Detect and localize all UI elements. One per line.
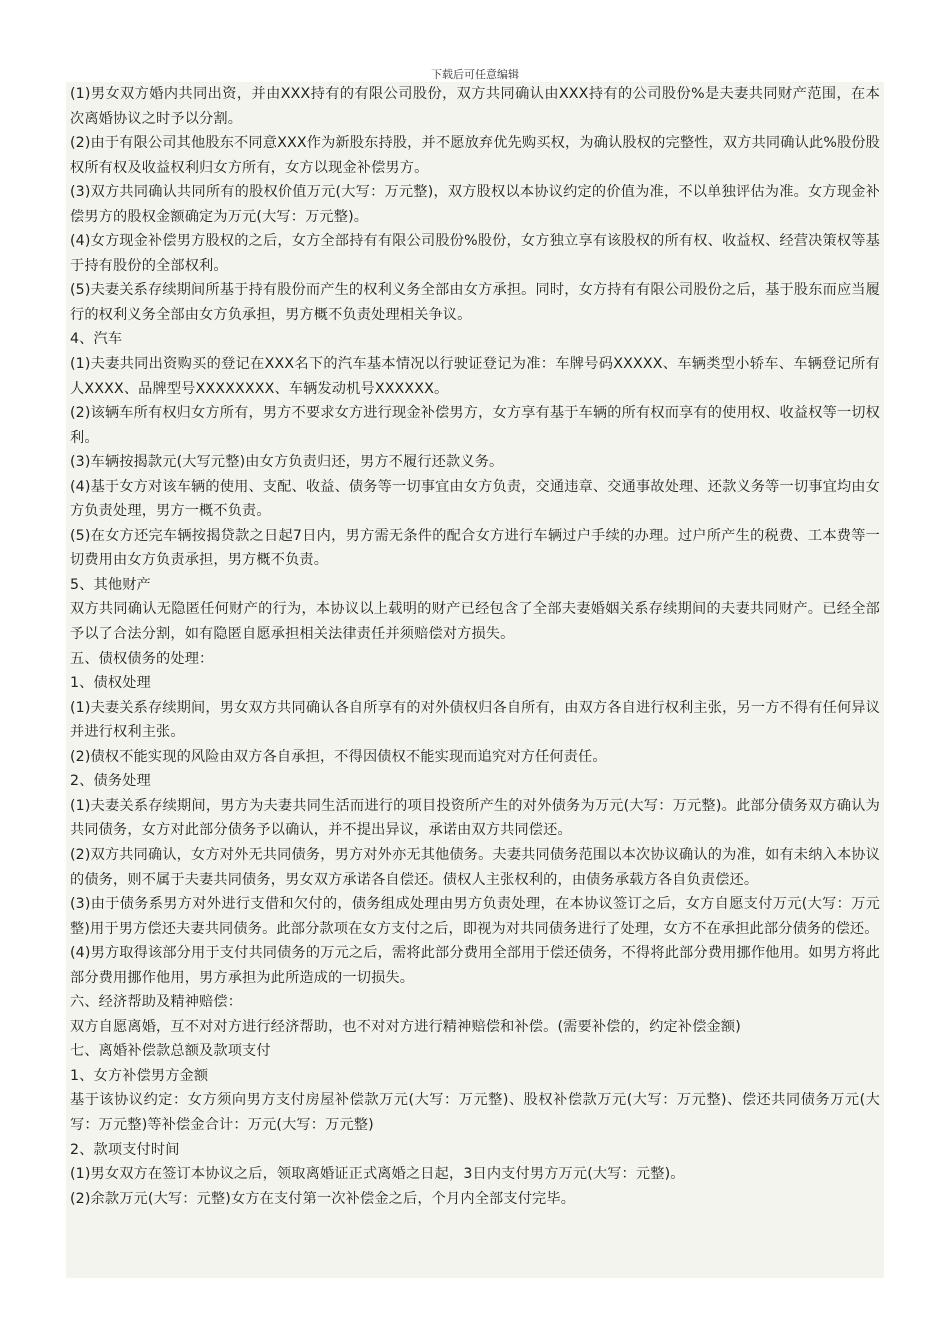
document-page [66,82,884,1278]
paragraph: (3)双方共同确认共同所有的股权价值万元(大写：万元整)，双方股权以本协议约定的价值为准，不以单独评估为准。女方现金补偿男方的股权金额确定为万元(大写：万元整)。 [70,184,880,225]
paragraph: (5)在女方还完车辆按揭贷款之日起7日内，男方需无条件的配合女方进行车辆过户手续的办理。过户所产生的税费、工本费等一切费用由女方负责承担，男方概不负责。 [70,527,880,569]
section-heading: 2、债务处理 [70,773,151,790]
page-header: 下载后可任意编辑 [431,68,519,81]
section-heading: 1、女方补偿男方金额 [70,1067,209,1084]
document-body [66,82,884,1211]
section-heading: 七、离婚补偿款总额及款项支付 [70,1043,271,1060]
paragraph: 双方共同确认无隐匿任何财产的行为，本协议以上载明的财产已经包含了全部夫妻婚姻关系存续期间的夫妻共同财产。已经全部予以了合法分割，如有隐匿自愿承担相关法律责任并须赔偿对方损失。 [70,601,880,643]
paragraph: (2)该辆车所有权归女方所有，男方不要求女方进行现金补偿男方，女方享有基于车辆的所有权而享有的使用权、收益权等一切权利。 [70,405,880,446]
paragraph: 双方自愿离婚，互不对对方进行经济帮助，也不对对方进行精神赔偿和补偿。(需要补偿的，约定补偿金额) [70,1018,741,1035]
paragraph: (2)余款万元(大写：元整)女方在支付第一次补偿金之后，个月内全部支付完毕。 [70,1190,576,1207]
section-heading: 六、经济帮助及精神赔偿： [70,994,243,1011]
paragraph: (1)夫妻共同出资购买的登记在XXX名下的汽车基本情况以行驶证登记为准：车牌号码XXXXX、车辆类型小轿车、车辆登记所有人XXXX、品牌型号XXXXXXXX、车辆发动机号XXXXXX。 [70,356,880,397]
paragraph: (4)基于女方对该车辆的使用、支配、收益、债务等一切事宜由女方负责，交通违章、交通事故处理、还款义务等一切事宜均由女方负责处理，男方一概不负责。 [70,478,880,520]
section-heading: 1、债权处理 [70,675,151,692]
paragraph: (2)双方共同确认，女方对外无共同债务，男方对外亦无其他债务。夫妻共同债务范围以本次协议确认的为准，如有未纳入本协议的债务，则不属于夫妻共同债务，男女双方承诺各自偿还。债权人主张权利的，由债务承载方各自负责偿还。 [70,846,880,888]
paragraph: (3)车辆按揭款元(大写元整)由女方负责归还，男方不履行还款义务。 [70,454,504,471]
section-heading: 2、款项支付时间 [70,1141,180,1158]
paragraph: (1)夫妻关系存续期间，男女双方共同确认各自所享有的对外债权归各自所有，由双方各自进行权利主张，另一方不得有任何异议并进行权利主张。 [70,699,880,741]
section-heading: 5、其他财产 [70,576,151,593]
paragraph: (5)夫妻关系存续期间所基于持有股份而产生的权利义务全部由女方承担。同时，女方持有有限公司股份之后，基于股东而应当履行的权利义务全部由女方负承担，男方概不负责处理相关争议。 [70,282,880,323]
paragraph: (1)男女双方在签订本协议之后，领取离婚证正式离婚之日起，3日内支付男方万元(大写：元整)。 [70,1166,685,1183]
paragraph: (4)男方取得该部分用于支付共同债务的万元之后，需将此部分费用全部用于偿还债务，不得将此部分费用挪作他用。如男方将此部分费用挪作他用，男方承担为此所造成的一切损失。 [70,945,880,986]
paragraph: (4)女方现金补偿男方股权的之后，女方全部持有有限公司股份%股份，女方独立享有该股权的所有权、收益权、经营决策权等基于持有股份的全部权利。 [70,233,880,274]
paragraph: (1)男女双方婚内共同出资，并由XXX持有的有限公司股份，双方共同确认由XXX持有的公司股份%是夫妻共同财产范围，在本次离婚协议之时予以分割。 [70,86,880,127]
section-heading: 五、债权债务的处理： [70,650,214,667]
paragraph: (2)由于有限公司其他股东不同意XXX作为新股东持股，并不愿放弃优先购买权，为确认股权的完整性，双方共同确认此%股份股权所有权及收益权利归女方所有，女方以现金补偿男方。 [70,135,880,176]
paragraph: 基于该协议约定：女方须向男方支付房屋补偿款万元(大写：万元整)、股权补偿款万元(大写：万元整)、偿还共同债务万元(大写：万元整)等补偿金合计：万元(大写：万元整) [70,1092,880,1133]
paragraph: (1)夫妻关系存续期间，男方为夫妻共同生活而进行的项目投资所产生的对外债务为万元(大写：万元整)。此部分债务双方确认为共同债务，女方对此部分债务予以确认，并不提出异议，承诺由双方共同偿还。 [70,797,880,839]
section-heading: 4、汽车 [70,331,123,348]
paragraph: (3)由于债务系男方对外进行支借和欠付的，债务组成处理由男方负责处理，在本协议签订之后，女方自愿支付万元(大写：万元整)用于男方偿还夫妻共同债务。此部分款项在女方支付之后，即视为对共同债务进行了处理，女方不在承担此部分债务的偿还。 [70,896,880,937]
paragraph: (2)债权不能实现的风险由双方各自承担，不得因债权不能实现而追究对方任何责任。 [70,748,607,765]
